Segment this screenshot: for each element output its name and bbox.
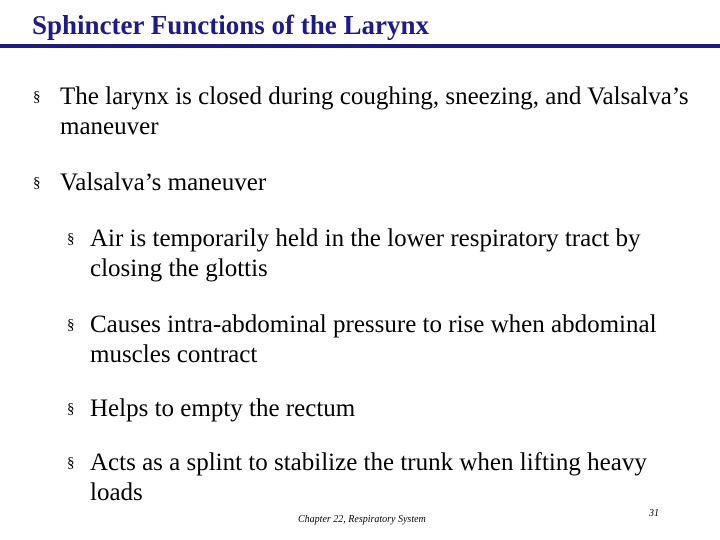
sub-bullet-text: Causes intra-abdominal pressure to rise when abdominal muscles contract <box>90 311 657 368</box>
sub-bullet-text: Air is temporarily held in the lower respiratory tract by closing the glottis <box>90 225 641 282</box>
bullet-marker-icon: § <box>33 175 41 191</box>
slide-title: Sphincter Functions of the Larynx <box>32 10 430 40</box>
sub-bullet-text: Helps to empty the rectum <box>90 395 356 422</box>
sub-bullet-marker-icon: § <box>67 455 75 471</box>
sub-bullet-item <box>67 224 705 284</box>
sub-bullet-item <box>67 310 705 370</box>
sub-bullet-marker-icon: § <box>67 401 75 417</box>
bullet-text: The larynx is closed during coughing, sneezing, and Valsalva’s maneuver <box>60 83 689 140</box>
sub-bullet-marker-icon: § <box>67 231 75 247</box>
bullet-item <box>33 82 700 142</box>
sub-bullet-marker-icon: § <box>67 317 75 333</box>
slide-footer: Chapter 22, Respiratory System <box>298 514 426 525</box>
sub-bullet-item <box>67 394 705 424</box>
bullet-item <box>33 168 700 198</box>
sub-bullet-text: Acts as a splint to stabilize the trunk when lifting heavy loads <box>90 449 647 506</box>
bullet-marker-icon: § <box>33 89 41 105</box>
bullet-text: Valsalva’s maneuver <box>60 169 267 196</box>
page-number: 31 <box>649 508 659 519</box>
sub-bullet-item <box>67 448 705 508</box>
